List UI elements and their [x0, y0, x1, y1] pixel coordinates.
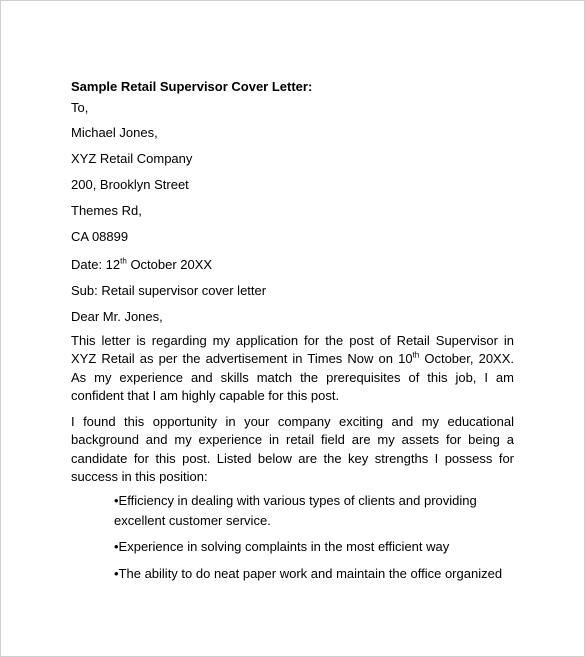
paragraph-intro-ordinal: th — [412, 350, 420, 360]
recipient-company: XYZ Retail Company — [71, 151, 193, 166]
date-prefix: Date: 12 — [71, 257, 121, 272]
letter-date — [71, 257, 212, 272]
date-suffix: October 20XX — [126, 257, 213, 272]
recipient-name: Michael Jones, — [71, 125, 158, 140]
paragraph-intro-part2: October, 20XX. As my experience and skills match the prerequisites of this job, I am confident that I am highly capable for this post. — [71, 351, 515, 403]
bullet-item-1: •Efficiency in dealing with various types of clients and providing — [114, 493, 477, 508]
letter-subject: Sub: Retail supervisor cover letter — [71, 283, 267, 298]
paragraph-intro — [71, 332, 514, 405]
letter-title: Sample Retail Supervisor Cover Letter: — [71, 79, 313, 94]
bullet-item-2: •Experience in solving complaints in the most efficient way — [114, 539, 450, 554]
date-ordinal: th — [120, 256, 127, 266]
bullet-item-1-continued: excellent customer service. — [114, 513, 271, 528]
recipient-city: Themes Rd, — [71, 203, 142, 218]
recipient-street: 200, Brooklyn Street — [71, 177, 189, 192]
bullet-item-3: •The ability to do neat paper work and maintain the office organized — [114, 566, 503, 581]
paragraph-intro-part1: This letter is regarding my application for the post of Retail Supervisor in XYZ Retail as per the advertisement in Times Now on 10 — [71, 333, 514, 367]
letter-salutation: Dear Mr. Jones, — [71, 309, 163, 324]
to-line: To, — [71, 100, 89, 115]
paragraph-strengths: I found this opportunity in your company exciting and my educational background and my experience in retail field are my assets for being a candidate for this post. Listed below are the key strengths I possess for success in this position: — [71, 414, 514, 484]
recipient-state-zip: CA 08899 — [71, 229, 129, 244]
